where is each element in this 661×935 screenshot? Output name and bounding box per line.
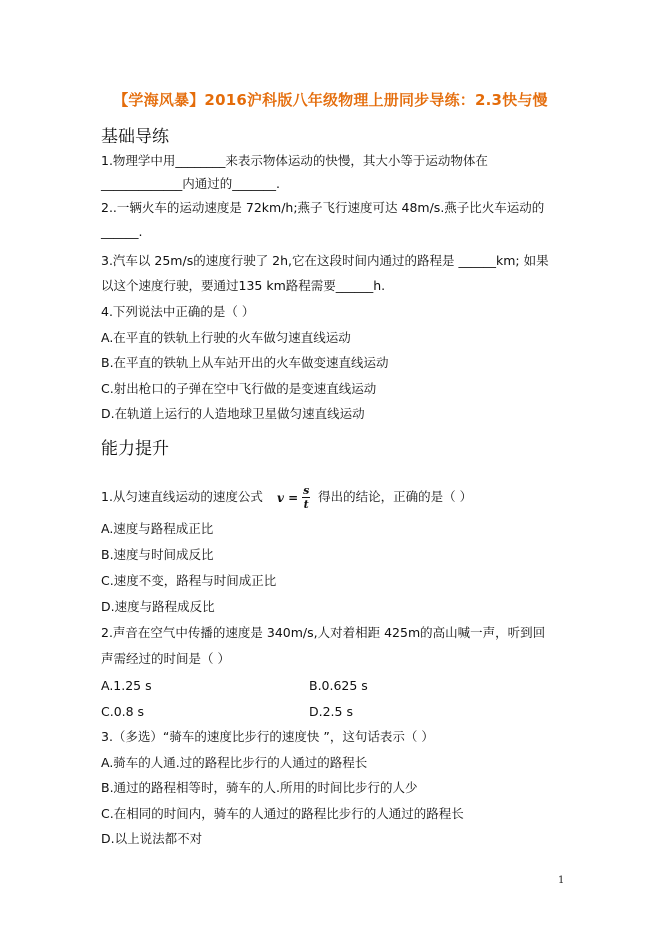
adv-q1-option-c: C.速度不变，路程与时间成正比 xyxy=(101,573,277,588)
q4-option-c: C.射出枪口的子弹在空中飞行做的是变速直线运动 xyxy=(101,381,377,396)
adv-q3-option-b: B.通过的路程相等时，骑车的人.所用的时间比步行的人少 xyxy=(101,780,418,795)
q1-text-line2: _____________内通过的_______. xyxy=(101,176,280,191)
adv-q3-stem: 3.（多选）“骑车的速度比步行的速度快 ”，这句话表示（ ） xyxy=(101,729,434,744)
adv-q1-option-b: B.速度与时间成反比 xyxy=(101,547,214,562)
formula-numerator: s xyxy=(303,484,310,497)
q1-text-line1: 1.物理学中用________来表示物体运动的快慢，其大小等于运动物体在 xyxy=(101,153,488,168)
q4-stem: 4.下列说法中正确的是（ ） xyxy=(101,304,255,319)
adv-q1-option-d: D.速度与路程成反比 xyxy=(101,599,215,614)
adv-q2-option-c: C.0.8 s xyxy=(101,704,145,719)
adv-q2-text-line2: 声需经过的时间是（ ） xyxy=(101,651,230,666)
adv-q1-stem xyxy=(101,485,472,510)
formula-equals: = xyxy=(288,490,299,505)
adv-q1-option-a: A.速度与路程成正比 xyxy=(101,521,214,536)
adv-q2-option-b: B.0.625 s xyxy=(309,678,368,693)
adv-q1-stem-before: 1.从匀速直线运动的速度公式 xyxy=(101,489,263,504)
q3-text-line2: 以这个速度行驶，要通过135 km路程需要______h. xyxy=(101,278,386,293)
section-heading-advanced: 能力提升 xyxy=(101,439,169,459)
speed-formula xyxy=(277,485,310,510)
adv-q1-stem-after: 得出的结论，正确的是（ ） xyxy=(318,489,473,504)
adv-q3-option-a: A.骑车的人通.过的路程比步行的人通过的路程长 xyxy=(101,755,368,770)
adv-q2-option-d: D.2.5 s xyxy=(309,704,353,719)
q4-option-d: D.在轨道上运行的人造地球卫星做匀速直线运动 xyxy=(101,406,365,421)
formula-denominator: t xyxy=(303,498,309,511)
q4-option-a: A.在平直的铁轨上行驶的火车做匀速直线运动 xyxy=(101,330,351,345)
adv-q3-option-d: D.以上说法都不对 xyxy=(101,831,203,846)
document-title: 【学海风暴】2016沪科版八年级物理上册同步导练：2.3快与慢 xyxy=(113,91,548,109)
q2-text-line1: 2..一辆火车的运动速度是 72km/h;燕子飞行速度可达 48m/s.燕子比火车运动的 xyxy=(101,200,545,215)
q3-text-line1: 3.汽车以 25m/s的速度行驶了 2h,它在这段时间内通过的路程是 ______km; 如果 xyxy=(101,253,549,268)
adv-q2-text-line1: 2.声音在空气中传播的速度是 340m/s,人对着相距 425m的高山喊一声，听到回 xyxy=(101,625,546,640)
formula-v: v xyxy=(276,490,284,505)
page-number: 1 xyxy=(558,875,565,886)
adv-q3-option-c: C.在相同的时间内，骑车的人通过的路程比步行的人通过的路程长 xyxy=(101,806,464,821)
section-heading-basic: 基础导练 xyxy=(101,127,169,147)
adv-q2-option-a: A.1.25 s xyxy=(101,678,152,693)
formula-fraction xyxy=(302,485,310,510)
q2-text-line2: ______. xyxy=(101,224,143,239)
q4-option-b: B.在平直的铁轨上从车站开出的火车做变速直线运动 xyxy=(101,355,389,370)
